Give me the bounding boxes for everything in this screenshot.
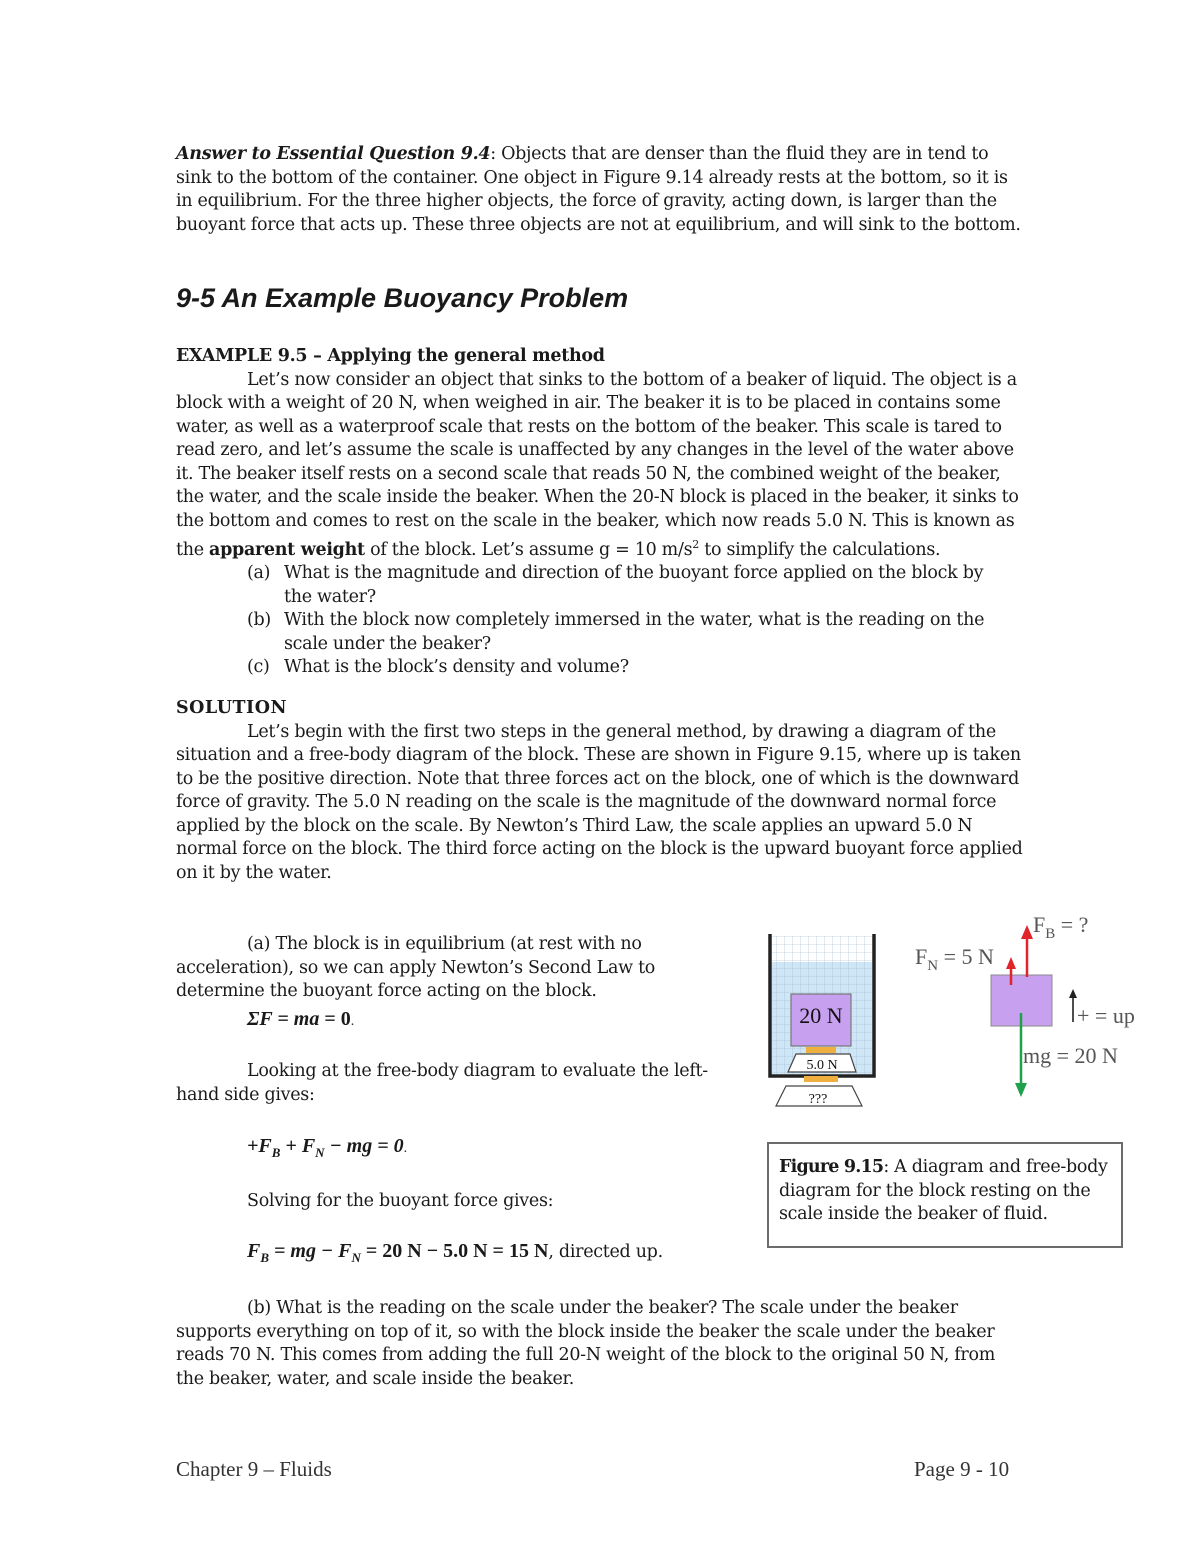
part-a-text: (a) The block is in equilibrium (at rest with no acceleration), so we can apply Newton’s Second Law to determine the buoyant force acting on the block.: [176, 934, 656, 1001]
footer-chapter: Chapter 9 – Fluids: [176, 1457, 332, 1481]
example-title: EXAMPLE 9.5 – Applying the general method: [176, 346, 605, 366]
question-item: (b) With the block now completely immersed in the water, what is the reading on the scale under the beaker?: [247, 610, 985, 654]
answer-text: : Objects that are denser than the fluid they are in tend to sink to the bottom of the container. One object in Figure 9.14 already rests at the bottom, so it is in equilibrium. For the three higher objects, the force of gravity, acting down, is larger than the buoyant force that acts up. These three objects are not at equilibrium, and will sink to the bottom.: [176, 144, 1021, 235]
outer-scale-pad: [804, 1076, 838, 1082]
figure-caption-text: : A diagram and free-body diagram for the block resting on the scale inside the beaker of fluid.: [779, 1157, 1108, 1224]
look-text: Looking at the free-body diagram to evaluate the left-hand side gives:: [176, 1061, 708, 1105]
beaker-diagram: [760, 928, 880, 1113]
apparent-weight-term: apparent weight: [209, 539, 365, 560]
question-item: (c) What is the block’s density and volume?: [247, 657, 629, 678]
example-block: [176, 345, 1026, 680]
directed-up: , directed up.: [548, 1242, 663, 1262]
normal-force-label: $F_N = 5$ N: [915, 944, 994, 974]
inner-scale-label: 5.0 N: [806, 1058, 838, 1073]
inner-scale-pad: [806, 1047, 836, 1053]
question-list: [247, 562, 992, 680]
free-body-diagram: [905, 905, 1150, 1105]
solution-intro: Let’s begin with the first two steps in the general method, by drawing a diagram of the situation and a free-body diagram of the block. These are shown in Figure 9.15, where up is taken to be the positive direction. Note that three forces act on the block, one of which is the downward force of gravity. The 5.0 N reading on the scale is the magnitude of the downward normal force applied by the block on the scale. By Newton’s Third Law, the scale applies an upward 5.0 N normal force on the block. The third force acting on the block is the upward buoyant force applied on it by the water.: [176, 721, 1023, 883]
normal-arrowhead: [1006, 957, 1016, 969]
footer-page-number: Page 9 - 10: [914, 1457, 1010, 1481]
up-indicator-arrowhead: [1069, 989, 1077, 998]
figure-caption: [767, 1142, 1123, 1248]
beaker-air: [772, 936, 872, 962]
outer-scale-label: ???: [808, 1092, 828, 1107]
question-item: (a) What is the magnitude and direction of the buoyant force applied on the block by the water?: [247, 563, 984, 607]
gravity-arrowhead: [1015, 1083, 1027, 1097]
buoyant-force-label: $F_B$ = ?: [1033, 912, 1089, 942]
figure-caption-label: Figure 9.15: [779, 1157, 884, 1177]
answer-label: Answer to Essential Question 9.4: [176, 144, 491, 164]
answer-paragraph: [176, 143, 1026, 237]
gravity-label: mg = 20 N: [1023, 1043, 1118, 1068]
up-label: + = up: [1077, 1003, 1135, 1028]
solving-text: Solving for the buoyant force gives:: [247, 1191, 554, 1211]
equation-newton-second-law: ΣF = ma = 0.: [247, 1008, 355, 1030]
example-body: Let’s now consider an object that sinks to the bottom of a beaker of liquid. The object is a block with a weight of 20 N, when weighed in air. The beaker it is to be placed in contains some water, as well as a waterproof scale that rests on the bottom of the beaker. This scale is tared to read zero, and let’s assume the scale is unaffected by any changes in the level of the water above it. The beaker itself rests on a second scale that reads 50 N, the combined weight of the beaker, the water, and the scale inside the beaker. When the 20-N block is placed in the beaker, it sinks to the bottom and comes to rest on the scale in the beaker, which now reads 5.0 N. This is known as the apparent weight of the block. Let’s assume g = 10 $m/s^2$ to simplify the calculations.: [176, 369, 1019, 560]
buoyant-arrowhead: [1021, 925, 1033, 939]
solution-block: [176, 697, 1026, 885]
section-title: 9-5 An Example Buoyancy Problem: [176, 283, 629, 313]
equation-buoyant-result: $F_B$ = mg − $F_N = 20$ N − 5.0 N = 15 N, directed up.: [247, 1240, 663, 1265]
part-b-text: (b) What is the reading on the scale under the beaker? The scale under the beaker supports everything on top of it, so with the block inside the beaker the scale under the beaker reads 70 N. This comes from adding the full 20-N weight of the block to the original 50 N, from the beaker, water, and scale inside the beaker.: [176, 1298, 995, 1389]
block-label: 20 N: [799, 1003, 843, 1028]
equation-forces: $+F_B + F_N$ − mg = 0.: [247, 1135, 408, 1160]
solution-title: SOLUTION: [176, 698, 287, 718]
